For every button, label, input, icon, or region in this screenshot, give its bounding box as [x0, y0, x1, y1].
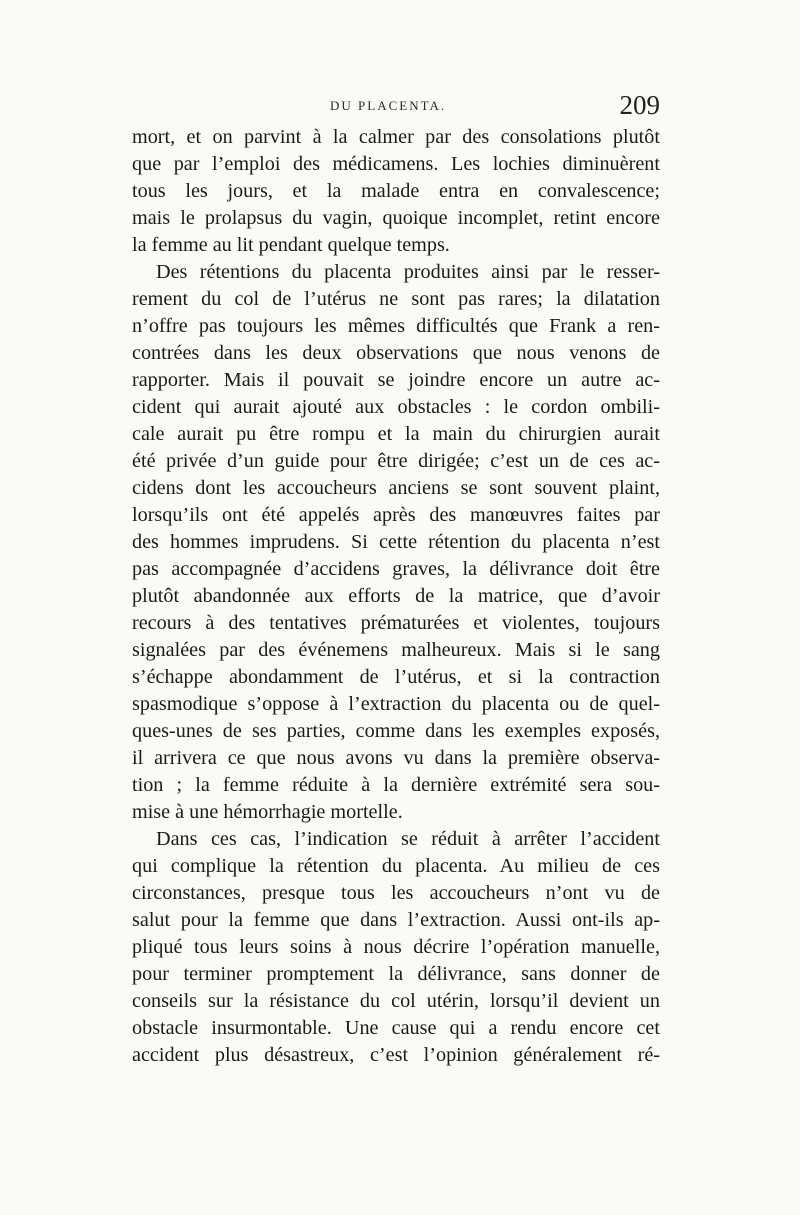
- running-head: [132, 92, 660, 122]
- text-line: mais le prolapsus du vagin, quoique incomplet, retint encore: [132, 207, 660, 229]
- text-line: il arrivera ce que nous avons vu dans la première observa-: [132, 747, 660, 769]
- page-number: 209: [619, 90, 660, 120]
- text-line: salut pour la femme que dans l’extraction. Aussi ont-ils ap-: [132, 909, 660, 931]
- text-line: pour terminer promptement la délivrance, sans donner de: [132, 963, 660, 985]
- body-text: [132, 124, 660, 1069]
- text-line: Des rétentions du placenta produites ainsi par le resser-: [156, 261, 660, 283]
- text-line: qui complique la rétention du placenta. Au milieu de ces: [132, 855, 660, 877]
- text-line: pliqué tous leurs soins à nous décrire l’opération manuelle,: [132, 936, 660, 958]
- text-line: été privée d’un guide pour être dirigée; c’est un de ces ac-: [132, 450, 660, 472]
- text-line: mort, et on parvint à la calmer par des consolations plutôt: [132, 126, 660, 148]
- text-line: n’offre pas toujours les mêmes difficultés que Frank a ren-: [132, 315, 660, 337]
- text-line: pas accompagnée d’accidens graves, la délivrance doit être: [132, 558, 660, 580]
- text-line: tion ; la femme réduite à la dernière extrémité sera sou-: [132, 774, 660, 796]
- text-line: que par l’emploi des médicamens. Les lochies diminuèrent: [132, 153, 660, 175]
- text-line: cidens dont les accoucheurs anciens se sont souvent plaint,: [132, 477, 660, 499]
- text-line: cale aurait pu être rompu et la main du chirurgien aurait: [132, 423, 660, 445]
- text-line: rement du col de l’utérus ne sont pas rares; la dilatation: [132, 288, 660, 310]
- text-line: recours à des tentatives prématurées et violentes, toujours: [132, 612, 660, 634]
- text-line: ques-unes de ses parties, comme dans les exemples exposés,: [132, 720, 660, 742]
- text-line: accident plus désastreux, c’est l’opinion généralement ré-: [132, 1044, 660, 1066]
- text-line: lorsqu’ils ont été appelés après des manœuvres faites par: [132, 504, 660, 526]
- text-line: la femme au lit pendant quelque temps.: [132, 234, 450, 256]
- text-line: Dans ces cas, l’indication se réduit à arrêter l’accident: [156, 828, 660, 850]
- text-line: circonstances, presque tous les accoucheurs n’ont vu de: [132, 882, 660, 904]
- text-line: s’échappe abondamment de l’utérus, et si la contraction: [132, 666, 660, 688]
- running-title: DU PLACENTA.: [330, 98, 447, 113]
- text-line: plutôt abandonnée aux efforts de la matrice, que d’avoir: [132, 585, 660, 607]
- text-line: cident qui aurait ajouté aux obstacles : le cordon ombili-: [132, 396, 660, 418]
- text-line: tous les jours, et la malade entra en convalescence;: [132, 180, 660, 202]
- text-line: des hommes imprudens. Si cette rétention du placenta n’est: [132, 531, 660, 553]
- text-line: obstacle insurmontable. Une cause qui a rendu encore cet: [132, 1017, 660, 1039]
- text-line: signalées par des événemens malheureux. Mais si le sang: [132, 639, 660, 661]
- text-line: rapporter. Mais il pouvait se joindre encore un autre ac-: [132, 369, 660, 391]
- text-line: contrées dans les deux observations que nous venons de: [132, 342, 660, 364]
- text-line: spasmodique s’oppose à l’extraction du placenta ou de quel-: [132, 693, 660, 715]
- text-line: conseils sur la résistance du col utérin, lorsqu’il devient un: [132, 990, 660, 1012]
- text-line: mise à une hémorrhagie mortelle.: [132, 801, 403, 823]
